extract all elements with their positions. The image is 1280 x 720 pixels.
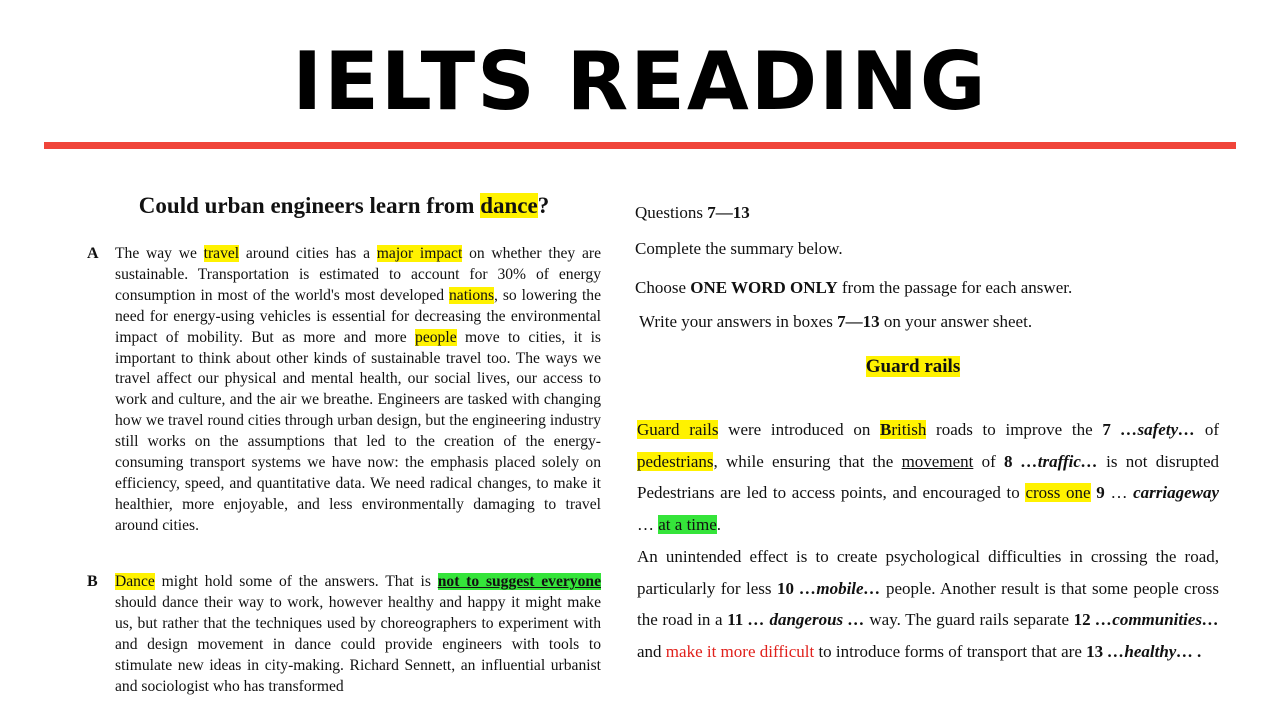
question-number-8: 8 <box>1004 451 1013 471</box>
paragraph-b: Dance might hold some of the answers. That is not to suggest everyone should dance their way to work, however healthy and happy it might make us, but rather that the techniques used by choreographers to experiment with and design movement in dance could provide engineers with tools to stimulate new ideas in city-making. Richard Sennett, an influential urbanist and sociologist who has transformed <box>115 573 601 695</box>
question-number-10: 10 <box>776 578 794 598</box>
highlight-people: people <box>415 328 457 346</box>
answer-12: …communities… <box>1090 610 1220 630</box>
underline-movement: movement <box>901 451 974 471</box>
highlight-dance-b: Dance <box>115 573 155 590</box>
highlight-dance: dance <box>480 193 538 218</box>
paragraph-a: The way we travel around cities has a major impact on whether they are sustainable. Transportation is estimated to account for 30% of energy consumption in most of the world's most developed nations, so lowering the need for energy-using vehicles is essential for decreasing the environmental impact of mobility. But as more and more people move to cities, it is important to think about other kinds of sustainable travel too. The ways we travel affect our physical and mental health, our social lives, our access to work and culture, and the air we breathe. Engineers are tasked with changing how we travel round cities through urban design, but the engineering industry still works on the assumptions that led to the creation of the energy-consuming transport systems we have now: the emphasis placed solely on efficiency, speed, and quantitative data. We need radical changes, to make it healthier, more enjoyable, and less environmentally damaging to travel around cities. <box>115 245 601 534</box>
summary-text <box>637 414 1219 668</box>
paragraph-letter-b: B <box>87 573 98 590</box>
highlight-travel: travel <box>203 245 240 262</box>
summary-paragraph-1: Guard rails were introduced on British roads to improve the 7 …safety… of pedestrians, while ensuring that the movement of 8 …traffic… is not disrupted Pedestrians are led to access points, and encouraged to cross one 9 … carriageway … at a time. <box>637 420 1220 535</box>
highlight-guard-rails: Guard rails <box>637 420 719 439</box>
passage-title: Could urban engineers learn from dance? <box>138 193 550 218</box>
summary-title: Guard rails <box>865 356 961 377</box>
highlight-cross-one: cross one <box>1025 483 1091 503</box>
highlight-major-impact: major impact <box>376 245 463 262</box>
question-number-12: 12 <box>1073 610 1091 630</box>
instruction-write: Write your answers in boxes 7—13 on your answer sheet. <box>639 312 1033 331</box>
page-title: IELTS READING <box>292 35 988 128</box>
highlight-not-to-suggest: not to suggest everyone <box>437 573 601 590</box>
question-number-9: 9 <box>1096 483 1105 503</box>
answer-7: …safety… <box>1110 420 1196 439</box>
highlight-nations: nations <box>448 286 495 304</box>
question-number-11: 11 <box>727 610 744 630</box>
highlight-pedestrians: pedestrians <box>637 451 714 471</box>
paragraph-letter-a: A <box>87 245 99 262</box>
answer-8: …traffic… <box>1012 451 1098 471</box>
question-number-7: 7 <box>1102 420 1111 439</box>
highlight-at-a-time: at a time <box>658 515 717 535</box>
questions-heading: Questions 7—13 <box>635 203 750 222</box>
answer-9: carriageway <box>1133 483 1220 503</box>
instruction-complete: Complete the summary below. <box>635 239 843 258</box>
red-make-it-more-difficult: make it more difficult <box>665 641 815 661</box>
answer-11: … dangerous … <box>743 610 865 630</box>
answer-13: …healthy… . <box>1103 641 1202 661</box>
summary-paragraph-2: An unintended effect is to create psychological difficulties in crossing the road, particularly for less 10 …mobile… people. Another result is that some people cross the road in a 11 … dangerous … way. The guard rails separate 12 …communities… and make it more difficult to introduce forms of transport that are 13 …healthy… . <box>637 546 1220 661</box>
red-divider <box>44 142 1236 149</box>
instruction-choose: Choose ONE WORD ONLY from the passage for each answer. <box>635 278 1073 297</box>
answer-10: …mobile… <box>793 578 881 598</box>
question-number-13: 13 <box>1086 641 1104 661</box>
